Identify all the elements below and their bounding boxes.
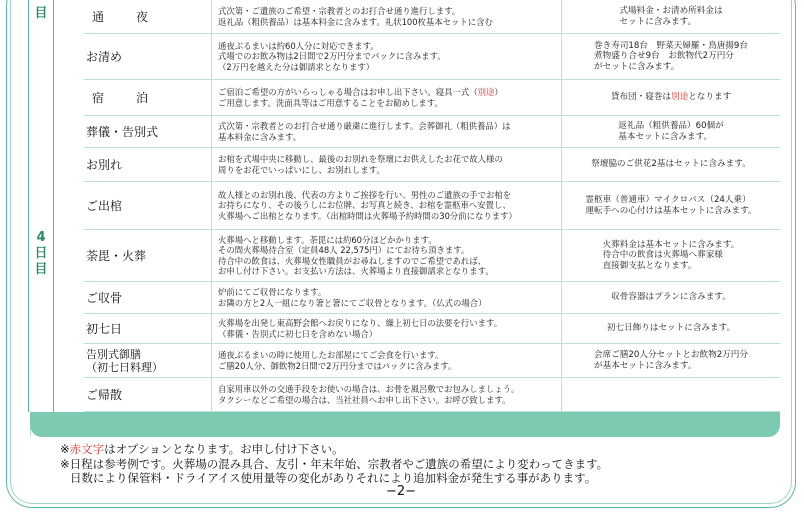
page-number: −2− [386, 484, 417, 499]
footer-note-3: 日数により保管料・ドライアイス使用量等の変化がありそれにより追加料金が発生する事があります。 [70, 471, 597, 485]
row-item-name: 告別式御膳 （初七日料理） [84, 344, 212, 377]
row-item-name: お別れ [84, 148, 212, 181]
row-description: 炉前にてご収骨になります。 お隣の方と2人一組になり箸と箸にてご収骨となります。（仏式の場合） [218, 282, 562, 313]
schedule-row [84, 116, 780, 148]
row-description: 通夜ぶるまいは約60人分に対応できます。 式場でのお飲み物は2日間で2万円分までパックに含みます。 （2万円を越えた分は御請求となります） [218, 34, 562, 79]
schedule-row [84, 344, 780, 378]
row-item-name: お清め [84, 34, 212, 79]
row-description: 火葬場を出発し東高野会館へお戻りになり、繰上初七日の法要を行います。 （葬儀・告別式に初七日を含めない場合） [218, 314, 562, 343]
schedule-row [84, 34, 780, 80]
schedule-row [84, 148, 780, 182]
schedule-row [84, 182, 780, 230]
table-bottom-bar [30, 412, 780, 437]
schedule-row [84, 230, 780, 282]
row-item-name: 葬儀・告別式 [84, 116, 212, 147]
row-note: 返礼品（粗供養品）60個が 基本セットに含みます。 [618, 120, 724, 142]
row-item-name: ご収骨 [84, 282, 212, 313]
option-red-text: 赤文字 [69, 442, 105, 456]
row-item-name: 宿 泊 [84, 80, 212, 115]
optional-red-text: 別途 [670, 92, 689, 103]
footer-note-1: ※赤文字はオプションとなります。お申し付け下さい。 [60, 442, 344, 456]
row-note: 霊柩車（普通車）マイクロバス（24人乗） 運転手への心付けは基本セットに含みます。 [585, 194, 757, 216]
row-description: 式次第・ご遺族のご希望・宗教者とのお打合せ通り進行します。 返礼品（粗供養品）は基本料金に含みます。礼状100枚基本セットに含む [218, 0, 562, 33]
day-3-label: 目 [34, 6, 48, 21]
row-note: 巻き寿司18台 野菜天婦羅・鳥唐揚9台 煮物盛り合せ9台 お飲物代2万円分 がセットに含みます。 [594, 40, 748, 72]
row-item-name: 初七日 [84, 314, 212, 343]
row-note: 初七日飾りはセットに含みます。 [606, 323, 736, 334]
row-description: 式次第・宗教者とのお打合せ通り厳粛に進行します。会葬御礼（粗供養品）は 基本料金に含みます。 [218, 116, 562, 147]
row-item-name: 荼毘・火葬 [84, 230, 212, 281]
footer-note-2: ※日程は参考例です。火葬場の混み具合、友引・年末年始、宗教者やご遺族の希望により変わってきます。 [60, 457, 609, 471]
row-note [562, 378, 780, 411]
row-item-name: 通 夜 [84, 0, 212, 33]
row-note: 祭壇脇のご供花2基はセットに含みます。 [591, 159, 751, 170]
day-4-label-num: 4 [36, 230, 46, 245]
row-note: 式場料金・お清め所料金は セットに含みます。 [619, 5, 723, 27]
row-note: 収骨容器はプランに含みます。 [611, 292, 731, 303]
row-item-name: ご出棺 [84, 182, 212, 229]
day-3-column [28, 0, 54, 116]
row-description: 自家用車以外の交通手段をお使いの場合は、お骨を風呂敷でお包みしましょう。 タクシーなどご希望の場合は、当社社員へお申し出下さい。お呼び致します。 [218, 378, 562, 411]
row-description: 火葬場へと移動します。荼毘には約60分ほどかかります。 その間火葬場待合室（定員48人 22,575円）にてお待ち頂きます。 待合中の飲食は、火葬場女性職員がお尋ねしますのでご希望であれば、 お申し付け下さい。お支払い方法は、火葬場より直接御請求となります。 [218, 230, 562, 281]
schedule-row [84, 378, 780, 412]
row-description: 通夜ぶるまいの時に使用したお部屋にてご会食を行います。 ご膳20人分、御飲物2日間で2万円分まではパックに含みます。 [218, 344, 562, 377]
schedule-row [84, 80, 780, 116]
row-description: 故人様とのお別れ後、代表の方よりご挨拶を行い、男性のご遺族の手でお棺を お持ちになり、その後うしにお位牌、お写真と続き、お棺を霊柩車へ安置し、 火葬場へご出棺となります。（出棺時間は火葬場予約時間の30分前になります） [218, 182, 562, 229]
schedule-row [84, 282, 780, 314]
row-note: 火葬料金は基本セットに含みます。 待合中の飲食は火葬場へ葬家様 直接御支払となります。 [602, 239, 740, 271]
row-description: ご宿泊ご希望の方がいらっしゃる場合はお申し出下さい。寝具一式（別途） ご用意します。洗面具等はご用意することをお勧めします。 [218, 80, 562, 115]
day-4-label-me: 目 [34, 262, 48, 277]
row-description: お棺を式場中央に移動し、最後のお別れを祭壇にお供えしたお花で故人様の 周りをお花でいっぱいにし、お別れします。 [218, 148, 562, 181]
optional-red-text: 別途 [477, 87, 495, 98]
schedule-row [84, 0, 780, 34]
day-4-column [28, 116, 54, 412]
schedule-row [84, 314, 780, 344]
row-note: 貸布団・寝巻は別途となります [610, 92, 732, 103]
row-note: 会席ご膳20人分セットとお飲物2万円分 が基本セットに含みます。 [594, 349, 748, 371]
day-4-label-day: 日 [34, 246, 48, 261]
row-item-name: ご帰散 [84, 378, 212, 411]
